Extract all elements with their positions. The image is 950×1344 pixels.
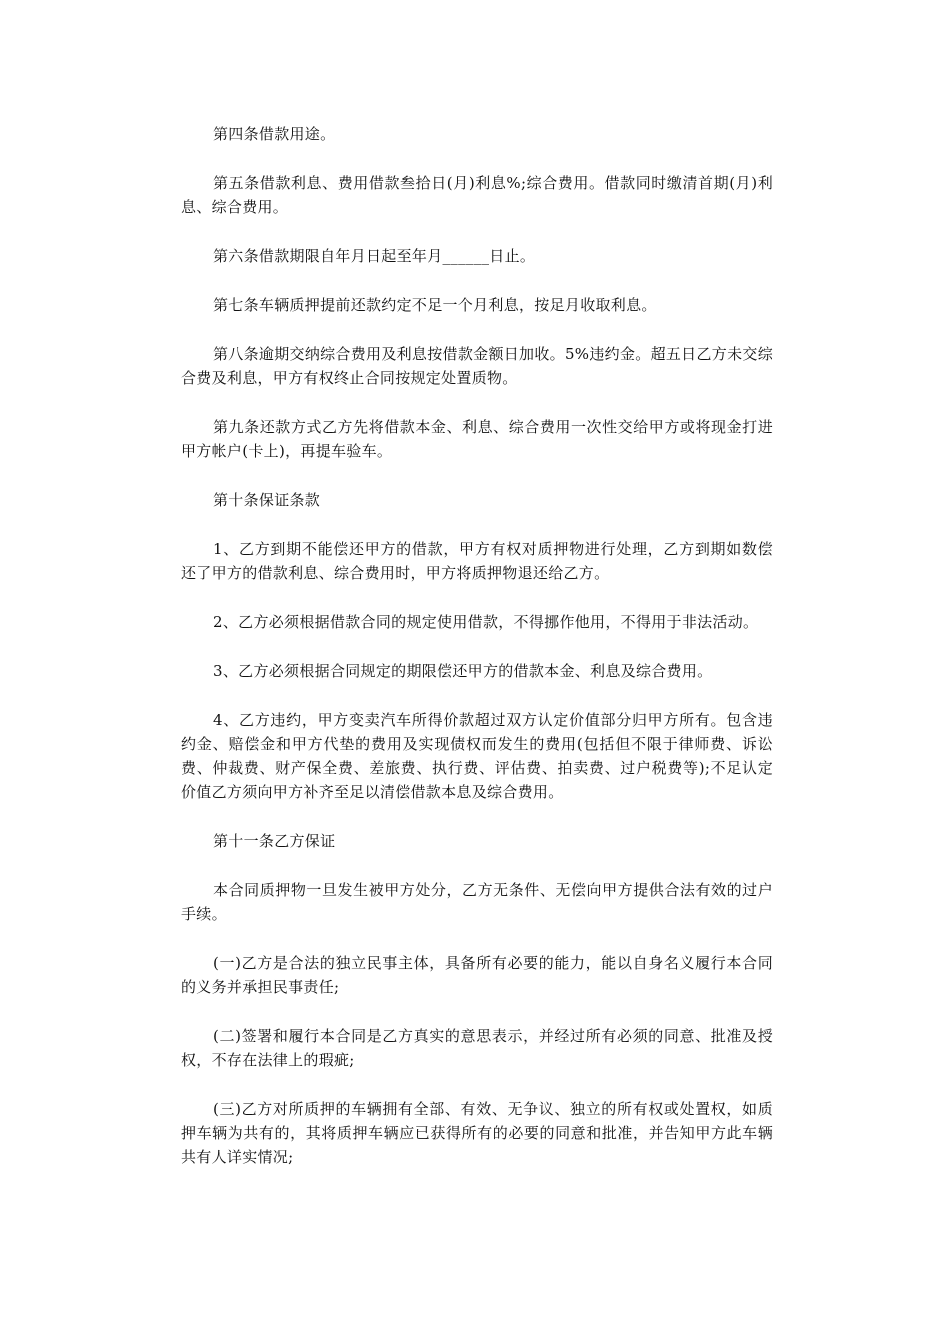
article-10-clause-2: 2、乙方必须根据借款合同的规定使用借款，不得挪作他用，不得用于非法活动。 — [213, 613, 759, 631]
article-9-paragraph: 第九条还款方式乙方先将借款本金、利息、综合费用一次性交给甲方或将现金打进甲方帐户(卡上)，再提车验车。 — [181, 418, 773, 460]
article-5-paragraph: 第五条借款利息、费用借款叁拾日(月)利息%;综合费用。借款同时缴清首期(月)利息、综合费用。 — [181, 174, 773, 216]
article-11-item-3: (三)乙方对所质押的车辆拥有全部、有效、无争议、独立的所有权或处置权，如质押车辆为共有的，其将质押车辆应已获得所有的必要的同意和批准，并告知甲方此车辆共有人详实情况; — [181, 1100, 773, 1166]
article-4-paragraph: 第四条借款用途。 — [213, 125, 336, 143]
article-10-clause-4: 4、乙方违约，甲方变卖汽车所得价款超过双方认定价值部分归甲方所有。包含违约金、赔偿金和甲方代垫的费用及实现债权而发生的费用(包括但不限于律师费、诉讼费、仲裁费、财产保全费、差旅费、执行费、评估费、拍卖费、过户税费等);不足认定价值乙方须向甲方补齐至足以清偿借款本息及综合费用。 — [181, 711, 773, 801]
article-7-paragraph: 第七条车辆质押提前还款约定不足一个月利息，按足月收取利息。 — [213, 296, 657, 314]
article-8-paragraph: 第八条逾期交纳综合费用及利息按借款金额日加收。5%违约金。超五日乙方未交综合费及利息，甲方有权终止合同按规定处置质物。 — [181, 345, 773, 387]
article-11-intro: 本合同质押物一旦发生被甲方处分，乙方无条件、无偿向甲方提供合法有效的过户手续。 — [181, 881, 773, 923]
article-10-clause-1: 1、乙方到期不能偿还甲方的借款，甲方有权对质押物进行处理，乙方到期如数偿还了甲方的借款利息、综合费用时，甲方将质押物退还给乙方。 — [181, 540, 773, 582]
article-11-heading: 第十一条乙方保证 — [213, 832, 336, 850]
document-body — [181, 122, 773, 1169]
article-6-paragraph: 第六条借款期限自年月日起至年月______日止。 — [213, 247, 536, 265]
article-11-item-2: (二)签署和履行本合同是乙方真实的意思表示，并经过所有必须的同意、批准及授权，不存在法律上的瑕疵; — [181, 1027, 773, 1069]
article-11-item-1: (一)乙方是合法的独立民事主体，具备所有必要的能力，能以自身名义履行本合同的义务并承担民事责任; — [181, 954, 773, 996]
article-10-heading: 第十条保证条款 — [213, 491, 321, 509]
article-10-clause-3: 3、乙方必须根据合同规定的期限偿还甲方的借款本金、利息及综合费用。 — [213, 662, 713, 680]
